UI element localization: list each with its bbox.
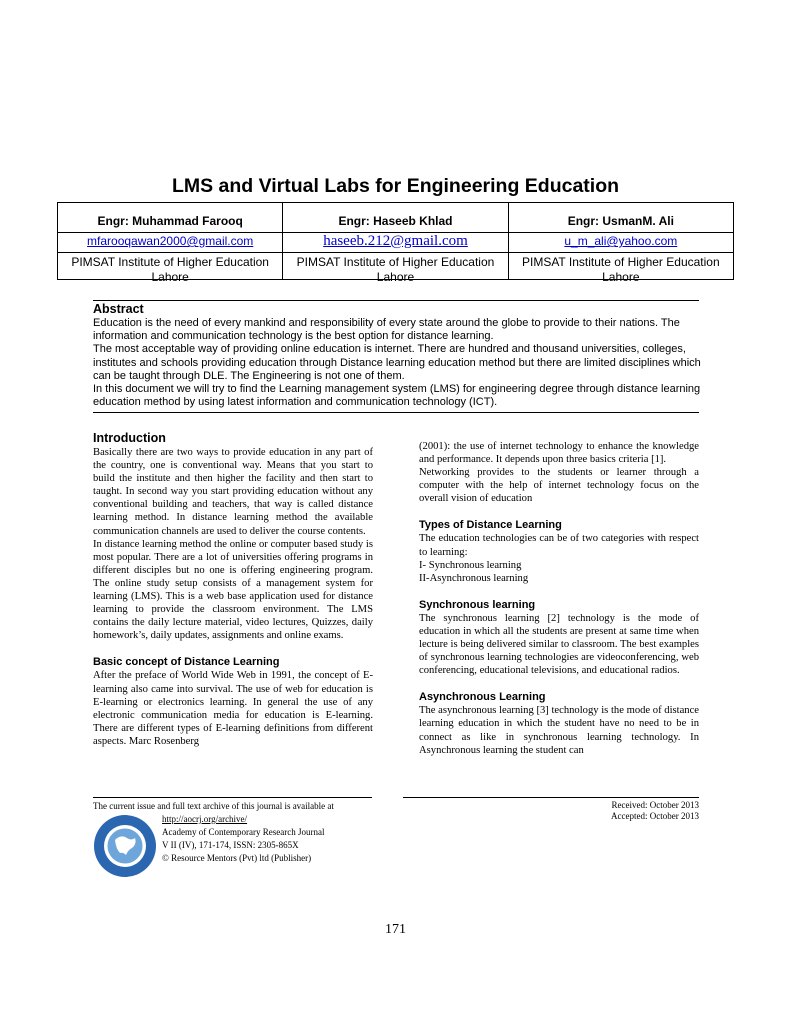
list-item: II-Asynchronous learning: [419, 572, 529, 584]
archive-url-link[interactable]: http://aocrj.org/archive/: [162, 814, 248, 824]
section-heading: Synchronous learning: [419, 598, 536, 611]
footer-rule-left: [93, 797, 372, 798]
abstract-bottom-rule: [93, 412, 699, 413]
author-name: Engr: Muhammad Farooq: [97, 214, 243, 228]
journal-seal-logo: [93, 814, 157, 878]
author-name: Engr: Haseeb Khlad: [338, 214, 453, 228]
list-item: I- Synchronous learning: [419, 559, 522, 571]
abstract-paragraph: In this document we will try to find the Learning management system (LMS) for engineering degree through distance learning education method by using latest information and communication technology (ICT).: [93, 383, 701, 409]
introduction-heading: Introduction: [93, 431, 166, 445]
body-paragraph: The asynchronous learning [3] technology is the mode of distance learning education in which the student have no need to be in connect as like in synchronous learning technology. In Asynchronous learning the student can: [419, 705, 699, 756]
author-email-link[interactable]: haseeb.212@gmail.com: [283, 232, 507, 249]
body-paragraph: Basically there are two ways to provide education in any part of the country, one is conventional way. Means that you start to build the institute and then higher the facility and then start to taught. In second way you start providing education without any conventional building and teachers, that way is called distance learning method. In distance learning method the available communication channels are used to deliver the course contents.: [93, 447, 373, 537]
author-column-2: [282, 203, 507, 284]
author-institution: PIMSAT Institute of Higher Education Lahore: [509, 252, 733, 285]
author-name: Engr: UsmanM. Ali: [567, 214, 674, 228]
journal-name: Academy of Contemporary Research Journal: [162, 827, 325, 837]
accepted-date: Accepted: October 2013: [611, 811, 699, 821]
body-paragraph: The synchronous learning [2] technology is the mode of education in which all the students are present at same time when lecture is being delivered similar to classroom. The best examples of synchronous learning technologies are videoconferencing, web conferencing, educational televisions, and educational radios.: [419, 612, 699, 677]
section-heading: Asynchronous Learning: [419, 691, 546, 704]
received-date: Received: October 2013: [611, 800, 699, 810]
journal-volume: V II (IV), 171-174, ISSN: 2305-865X: [162, 840, 299, 850]
abstract-top-rule: [93, 300, 699, 301]
author-column-1: [58, 203, 282, 284]
author-institution: PIMSAT Institute of Higher Education Lahore: [58, 252, 282, 285]
abstract-section: [93, 302, 701, 409]
body-paragraph: After the preface of World Wide Web in 1991, the concept of E-learning also came into survival. The use of web for education is E-learning or electronics learning. In general the use of any electronic communication media for education is E-learning. There are different types of E-learning definitions from different aspects. Marc Rosenberg: [93, 670, 373, 747]
body-paragraph: The education technologies can be of two categories with respect to learning:: [419, 533, 699, 558]
abstract-paragraph: Education is the need of every mankind and responsibility of every state around the globe to provide to their nations. The information and communication technology is the best option for distance learning.: [93, 317, 680, 343]
footer-journal-info: [162, 813, 402, 865]
author-column-3: [508, 203, 733, 284]
abstract-paragraph: The most acceptable way of providing online education is internet. There are hundred and thousand universities, colleges, institutes and schools providing education through Distance learning education method but there are limited disciplines which can be taught through DLE. The Engineering is not one of them.: [93, 343, 701, 382]
paper-title: LMS and Virtual Labs for Engineering Education: [171, 175, 620, 197]
section-heading: Basic concept of Distance Learning: [93, 656, 280, 669]
section-heading: Types of Distance Learning: [419, 519, 562, 532]
left-text-column: [93, 431, 373, 748]
publisher: © Resource Mentors (Pvt) ltd (Publisher): [162, 853, 312, 863]
author-email-link[interactable]: mfarooqawan2000@gmail.com: [58, 232, 282, 249]
page-number: 171: [385, 922, 406, 937]
submission-dates: [540, 800, 699, 822]
body-paragraph: In distance learning method the online or computer based study is most popular. There are a lot of universities offering programs in different disciples but no one is offering engineering program. The online study setup consists of a management system for learning (LMS). This is a web base application used for distance learning to provide the classroom environment. The LMS contains the daily lecture material, video lectures, Quizzes, daily homework’s, daily updates, assignments and online exams.: [93, 538, 373, 642]
abstract-heading: Abstract: [93, 302, 144, 316]
author-table: [57, 202, 734, 284]
archive-note: The current issue and full text archive of this journal is available at: [93, 801, 334, 811]
body-paragraph: Networking provides to the students or learner through a computer with the help of internet technology focus on the overall vision of education: [419, 467, 699, 505]
footer-rule-right: [403, 797, 699, 798]
author-email-link[interactable]: u_m_ali@yahoo.com: [509, 232, 733, 249]
author-institution: PIMSAT Institute of Higher Education Lahore: [283, 252, 507, 285]
body-paragraph: (2001): the use of internet technology to enhance the knowledge and performance. It depends upon three basics criteria [1].: [419, 441, 699, 466]
right-text-column: [419, 440, 699, 757]
